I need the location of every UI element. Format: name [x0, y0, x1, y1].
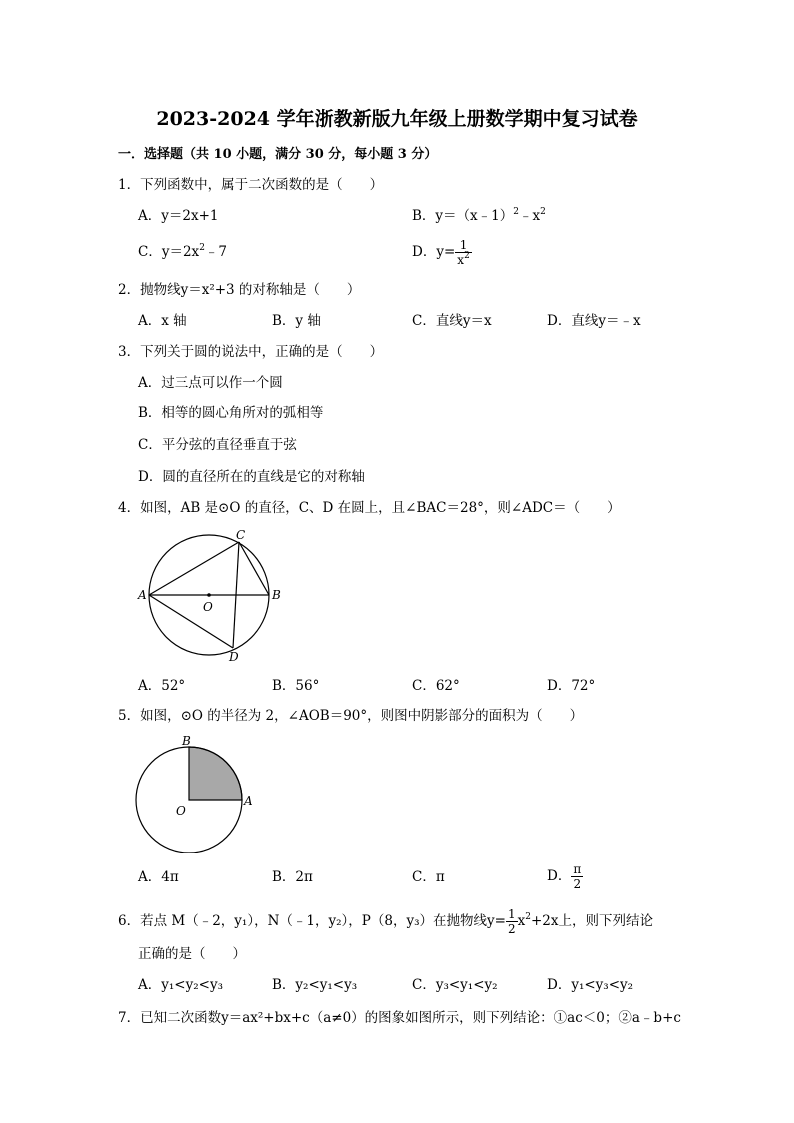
q4-chord-ad: [149, 595, 233, 648]
q5-option-c: C．π: [412, 869, 445, 885]
q3-option-a: A．过三点可以作一个圆: [138, 375, 283, 391]
q3-option-d: D．圆的直径所在的直线是它的对称轴: [138, 469, 365, 485]
q5-sector-figure: [134, 733, 264, 853]
q6-option-c: C．y₃<y₁<y₂: [412, 977, 498, 993]
q6-option-a: A．y₁<y₂<y₃: [138, 977, 223, 993]
q2-option-a: A．x 轴: [138, 313, 187, 329]
q1-option-d: D．y= $\frac{1}{x^2}$: [412, 238, 470, 267]
section-heading: 一．选择题（共 10 小题，满分 30 分，每小题 3 分）: [118, 147, 438, 162]
q6-option-b: B．y₂<y₁<y₃: [272, 977, 358, 993]
q4-label-b: B: [272, 588, 281, 602]
q4-circle-figure: [134, 527, 284, 663]
q1-option-c: C．$y=2x^2﹣7$: [138, 243, 228, 260]
q2-option-c: C．直线y＝x: [412, 313, 492, 329]
q6-stem: 6．若点 M（﹣2，y₁），N（﹣1，y₂），P（8，y₃）在抛物线y= $\frac{1}{2}$ $x^2+2x$上，则下列结论: [118, 907, 653, 936]
q3-option-b: B．相等的圆心角所对的弧相等: [138, 405, 324, 421]
q1-option-a: A．y＝2x+1: [138, 208, 219, 224]
q5-option-d: D． $\frac{\pi}{2}$: [547, 862, 582, 891]
q5-option-b: B．2π: [272, 869, 313, 885]
q5-shaded-sector: [189, 747, 242, 800]
q4-option-a: A．52°: [138, 678, 186, 694]
q4-label-d: D: [229, 650, 239, 663]
q4-label-a: A: [138, 588, 147, 602]
q2-stem: 2．抛物线y＝x²+3 的对称轴是（ ）: [118, 282, 361, 298]
q2-option-d: D．直线y＝﹣x: [547, 313, 641, 329]
q2-option-b: B．y 轴: [272, 313, 321, 329]
q4-stem: 4．如图，AB 是⊙O 的直径，C、D 在圆上，且∠BAC＝28°，则∠ADC＝（ ）: [118, 500, 621, 516]
q5-option-a: A．4π: [138, 869, 179, 885]
q6-stem-cont: 正确的是（ ）: [138, 946, 246, 962]
q4-chord-ac: [149, 542, 239, 595]
q4-option-d: D．72°: [547, 678, 596, 694]
q5-label-a: A: [244, 794, 253, 808]
q3-stem: 3．下列关于圆的说法中，正确的是（ ）: [118, 344, 384, 360]
q5-label-b: B: [182, 734, 191, 748]
q4-label-c: C: [236, 528, 246, 542]
q4-label-o: O: [203, 600, 213, 614]
q3-option-c: C．平分弦的直径垂直于弦: [138, 437, 297, 453]
page-title: 2023-2024 学年浙教新版九年级上册数学期中复习试卷: [156, 108, 638, 130]
q4-chord-cb: [239, 542, 269, 595]
q6-option-d: D．y₁<y₃<y₂: [547, 977, 634, 993]
q1-stem: 1．下列函数中，属于二次函数的是（ ）: [118, 177, 384, 193]
q4-center-dot: [207, 593, 211, 597]
q7-stem: 7．已知二次函数y＝ax²+bx+c（a≠0）的图象如图所示，则下列结论：①ac＜0；②a﹣b+c: [118, 1010, 681, 1026]
q5-label-o: O: [176, 804, 186, 818]
q4-option-c: C．62°: [412, 678, 460, 694]
q4-option-b: B．56°: [272, 678, 320, 694]
q5-stem: 5．如图，⊙O 的半径为 2，∠AOB＝90°，则图中阴影部分的面积为（ ）: [118, 708, 584, 724]
q1-option-b: B．$y=(x﹣1)^2﹣x^2$: [412, 207, 546, 224]
